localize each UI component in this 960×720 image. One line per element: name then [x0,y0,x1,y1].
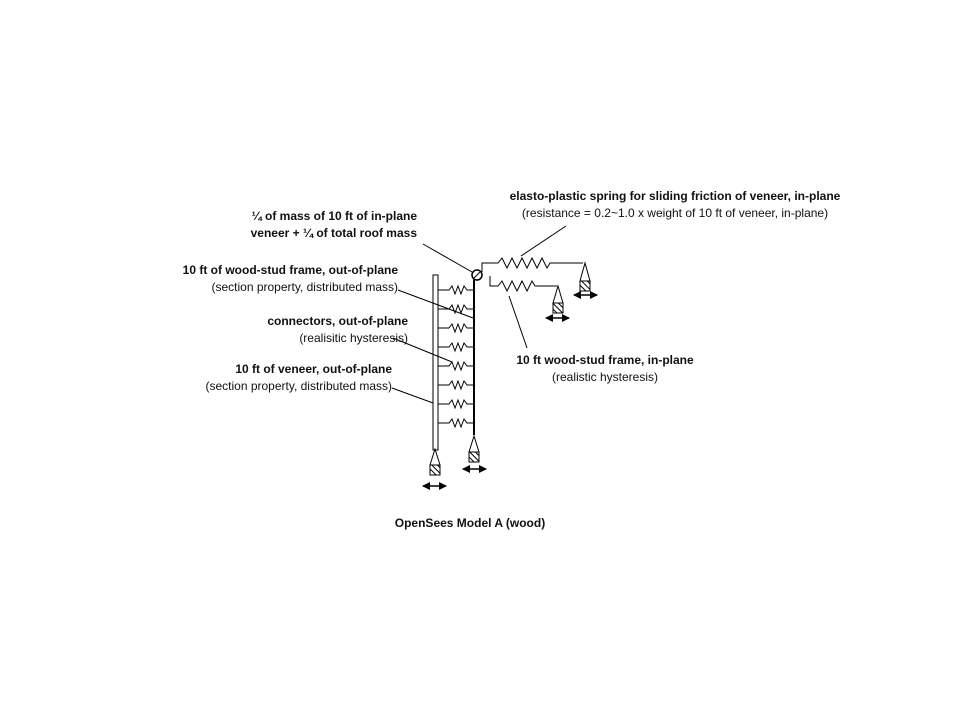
friction-spring [482,258,583,272]
caption: OpenSees Model A (wood) [394,516,546,530]
veneer-element [433,275,438,450]
frame-ip-sub: (realistic hysteresis) [551,370,659,384]
veneer-oop-label [130,361,392,395]
frame-inplane-spring [490,276,557,291]
friction-title: elasto-plastic spring for sliding friction of veneer, in-plane [509,189,841,203]
veneer-oop-title: 10 ft of veneer, out-of-plane [235,362,392,376]
frame-oop-title: 10 ft of wood-stud frame, out-of-plane [182,263,398,277]
mass-label-line2: veneer + ¼ of total roof mass [250,226,417,240]
mass-label [205,208,417,242]
veneer-oop-sub: (section property, distributed mass) [205,379,392,393]
friction-sub: (resistance = 0.2~1.0 x weight of 10 ft of veneer, in-plane) [521,206,829,220]
connectors-sub: (realisitic hysteresis) [299,331,408,345]
frame-ip-label [490,352,720,386]
frame-oop-label [130,262,398,296]
friction-label [470,188,880,222]
connectors-label [200,313,408,347]
frame-oop-sub: (section property, distributed mass) [211,280,398,294]
frame-ip-title: 10 ft wood-stud frame, in-plane [516,353,694,367]
mass-label-line1: ¼ of mass of 10 ft of in-plane [251,209,417,223]
support-frame-inplane [546,286,569,318]
support-friction [574,263,597,295]
mass-node [472,270,482,280]
support-veneer [423,449,446,486]
support-frame [463,436,486,469]
connectors-title: connectors, out-of-plane [267,314,408,328]
